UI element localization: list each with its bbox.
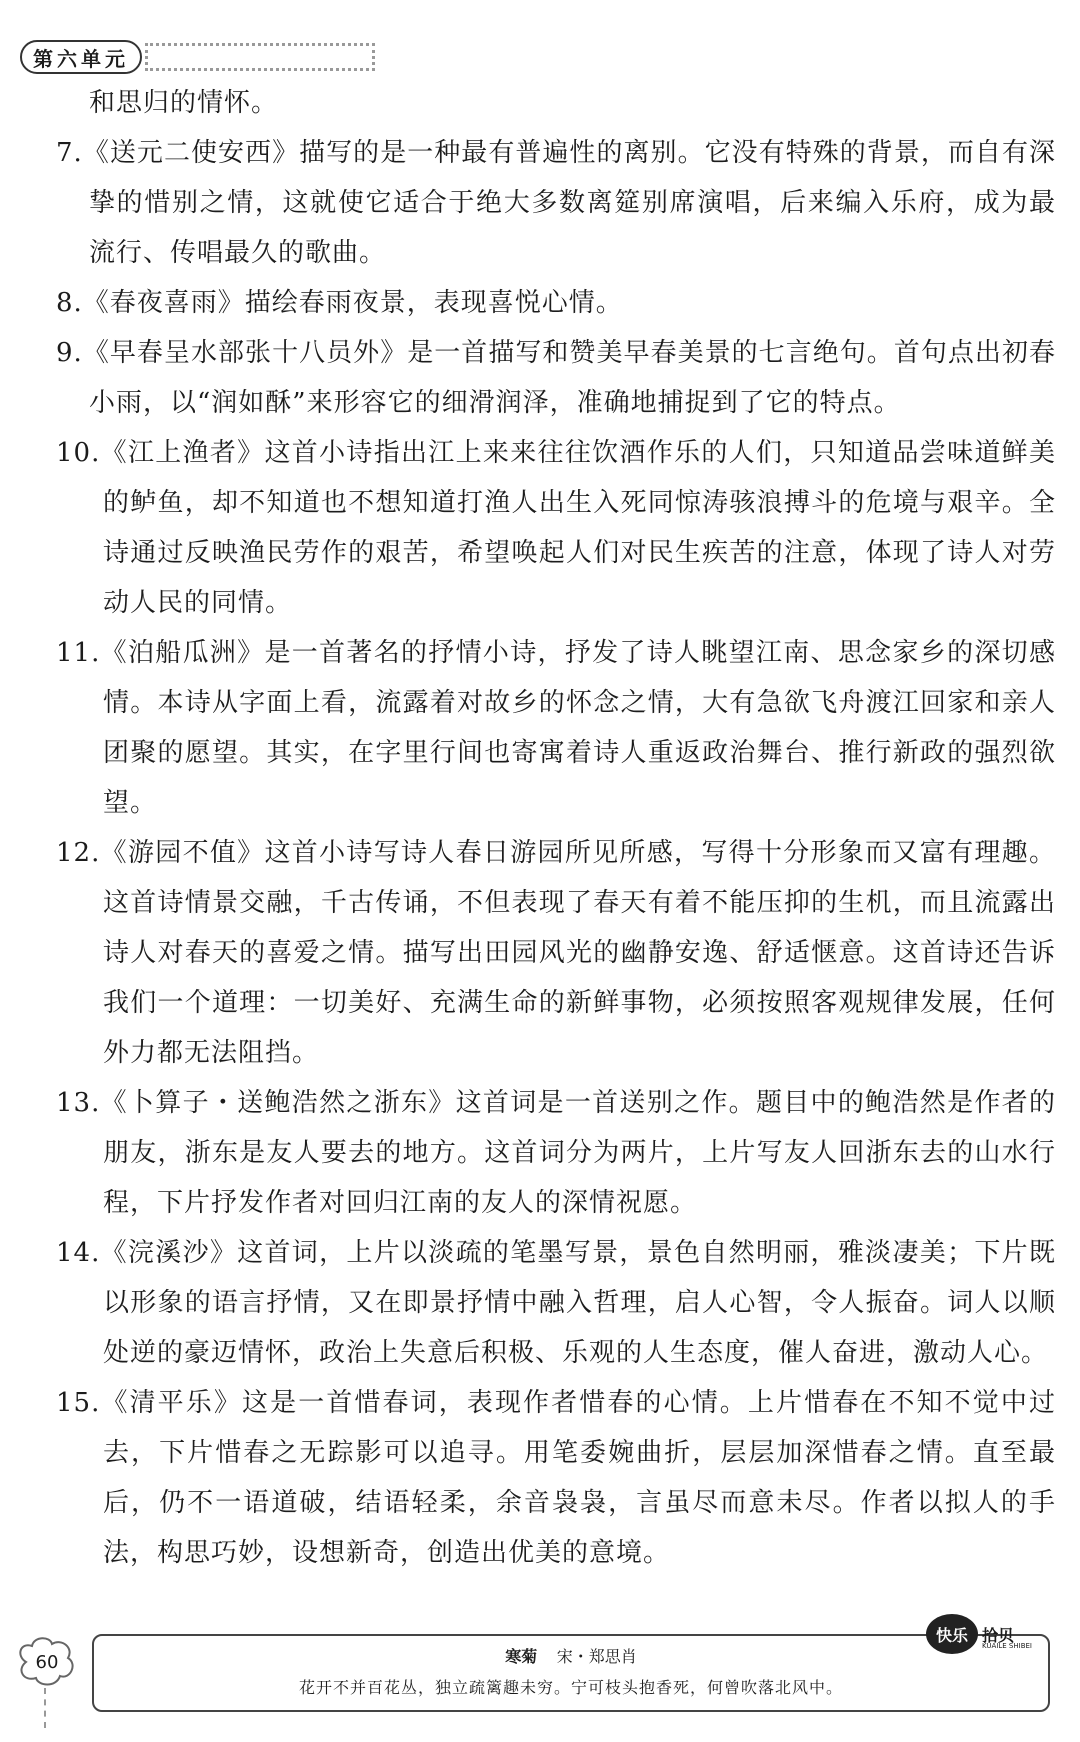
answer-paragraph: 12.《游园不值》这首小诗写诗人春日游园所见所感，写得十分形象而又富有理趣。这首诗情景交融，千古传诵，不但表现了春天有着不能压抑的生机，而且流露出诗人对春天的喜爱之情。描写出田园风光的幽静安逸、舒适惬意。这首诗还告诉我们一个道理：一切美好、充满生命的新鲜事物，必须按照客观规律发展，任何外力都无法阻挡。	[56, 838, 1056, 1068]
footer-poem-box	[92, 1634, 1050, 1712]
brand-badge	[926, 1614, 1032, 1654]
answer-paragraph: 11.《泊船瓜洲》是一首著名的抒情小诗，抒发了诗人眺望江南、思念家乡的深切感情。本诗从字面上看，流露着对故乡的怀念之情，大有急欲飞舟渡江回家和亲人团聚的愿望。其实，在字里行间也寄寓着诗人重返政治舞台、推行新政的强烈欲望。	[56, 638, 1056, 818]
answer-paragraph: 和思归的情怀。	[89, 88, 279, 118]
answer-paragraph: 10.《江上渔者》这首小诗指出江上来来往往饮酒作乐的人们，只知道品尝味道鲜美的鲈鱼，却不知道也不想知道打渔人出生入死同惊涛骇浪搏斗的危境与艰辛。全诗通过反映渔民劳作的艰苦，希望唤起人们对民生疾苦的注意，体现了诗人对劳动人民的同情。	[56, 438, 1056, 618]
badge-main-label: 快乐	[926, 1614, 978, 1654]
answer-paragraph: 13.《卜算子・送鲍浩然之浙东》这首词是一首送别之作。题目中的鲍浩然是作者的朋友，浙东是友人要去的地方。这首词分为两片，上片写友人回浙东去的山水行程，下片抒发作者对回归江南的友人的深情祝愿。	[56, 1088, 1056, 1218]
decorative-dashed-line	[44, 1688, 46, 1728]
answer-paragraph: 15.《清平乐》这是一首惜春词，表现作者惜春的心情。上片惜春在不知不觉中过去，下片惜春之无踪影可以追寻。用笔委婉曲折，层层加深惜春之情。直至最后，仍不一语道破，结语轻柔，余音袅袅，言虽尽而意未尽。作者以拟人的手法，构思巧妙，设想新奇，创造出优美的意境。	[56, 1388, 1056, 1568]
poem-text: 花开不并百花丛，独立疏篱趣未穷。宁可枝头抱香死，何曾吹落北风中。	[298, 1678, 843, 1697]
answer-paragraph: 7.《送元二使安西》描写的是一种最有普遍性的离别。它没有特殊的背景，而自有深挚的惜别之情，这就使它适合于绝大多数离筵别席演唱，后来编入乐府，成为最流行、传唱最久的歌曲。	[56, 138, 1056, 268]
badge-side-label: 拾贝	[982, 1625, 1015, 1645]
header-dotted-bar	[145, 43, 375, 71]
unit-tab: 第六单元	[20, 40, 142, 74]
answer-content	[56, 78, 1056, 1578]
page-number: 60	[35, 1651, 59, 1673]
poem-author: 宋・郑思肖	[556, 1647, 637, 1666]
answer-paragraph: 9.《早春呈水部张十八员外》是一首描写和赞美早春美景的七言绝句。首句点出初春小雨，以“润如酥”来形容它的细滑润泽，准确地捕捉到了它的特点。	[56, 338, 1056, 418]
poem-title-line	[94, 1644, 1048, 1667]
badge-sub-label: KUAILE SHIBEI	[982, 1642, 1032, 1650]
answer-paragraph: 8.《春夜喜雨》描绘春雨夜景，表现喜悦心情。	[56, 288, 623, 318]
answer-paragraph: 14.《浣溪沙》这首词，上片以淡疏的笔墨写景，景色自然明丽，雅淡凄美；下片既以形象的语言抒情，又在即景抒情中融入哲理，启人心智，令人振奋。词人以顺处逆的豪迈情怀，政治上失意后积极、乐观的人生态度，催人奋进，激动人心。	[56, 1238, 1056, 1368]
poem-title: 寒菊	[505, 1647, 538, 1666]
